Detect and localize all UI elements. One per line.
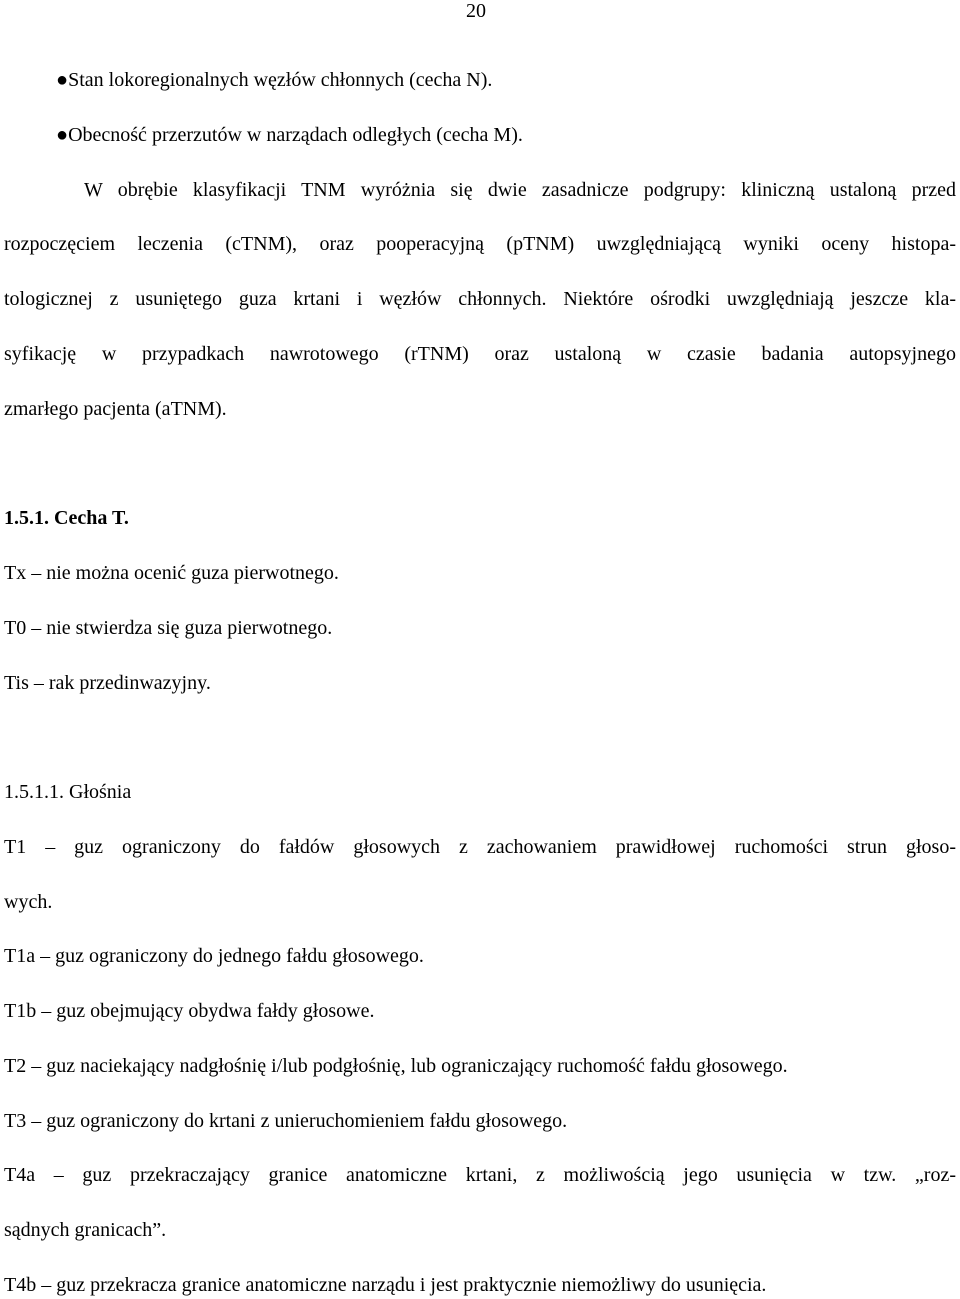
paragraph-line: syfikację w przypadkach nawrotowego (rTNM) oraz ustaloną w czasie badania autopsyjnego [4, 343, 956, 365]
list-item: T1a – guz ograniczony do jednego fałdu głosowego. [4, 945, 424, 967]
bullet-item-m: ●Obecność przerzutów w narządach odległych (cecha M). [56, 124, 523, 146]
list-item: sądnych granicach”. [4, 1219, 167, 1241]
paragraph-line: tologicznej z usuniętego guza krtani i węzłów chłonnych. Niektóre ośrodki uwzględniają jeszcze kla- [4, 288, 956, 310]
list-item: Tis – rak przedinwazyjny. [4, 672, 211, 694]
paragraph-line: rozpoczęciem leczenia (cTNM), oraz pooperacyjną (pTNM) uwzględniającą wyniki oceny histopa- [4, 233, 956, 255]
bullet-item-n: ●Stan lokoregionalnych węzłów chłonnych (cecha N). [56, 69, 493, 91]
list-item: T3 – guz ograniczony do krtani z unieruchomieniem fałdu głosowego. [4, 1110, 568, 1132]
list-item: Tx – nie można ocenić guza pierwotnego. [4, 562, 339, 584]
list-item: wych. [4, 891, 53, 913]
list-item: T0 – nie stwierdza się guza pierwotnego. [4, 617, 333, 639]
list-item: T4a – guz przekraczający granice anatomiczne krtani, z możliwością jego usunięcia w tzw. „roz- [4, 1164, 956, 1186]
paragraph-line: zmarłego pacjenta (aTNM). [4, 398, 227, 420]
list-item: T1b – guz obejmujący obydwa fałdy głosowe. [4, 1000, 375, 1022]
list-item: T4b – guz przekracza granice anatomiczne narządu i jest praktycznie niemożliwy do usunięcia. [4, 1274, 767, 1296]
list-item: T1 – guz ograniczony do fałdów głosowych z zachowaniem prawidłowej ruchomości strun głoso- [4, 836, 956, 858]
subsection-heading: 1.5.1.1. Głośnia [4, 781, 132, 803]
list-item: T2 – guz naciekający nadgłośnię i/lub podgłośnię, lub ograniczający ruchomość fałdu głosowego. [4, 1055, 788, 1077]
page-number: 20 [466, 0, 486, 22]
section-heading: 1.5.1. Cecha T. [4, 507, 129, 529]
paragraph-line: W obrębie klasyfikacji TNM wyróżnia się dwie zasadnicze podgrupy: kliniczną ustaloną przed [84, 179, 956, 201]
